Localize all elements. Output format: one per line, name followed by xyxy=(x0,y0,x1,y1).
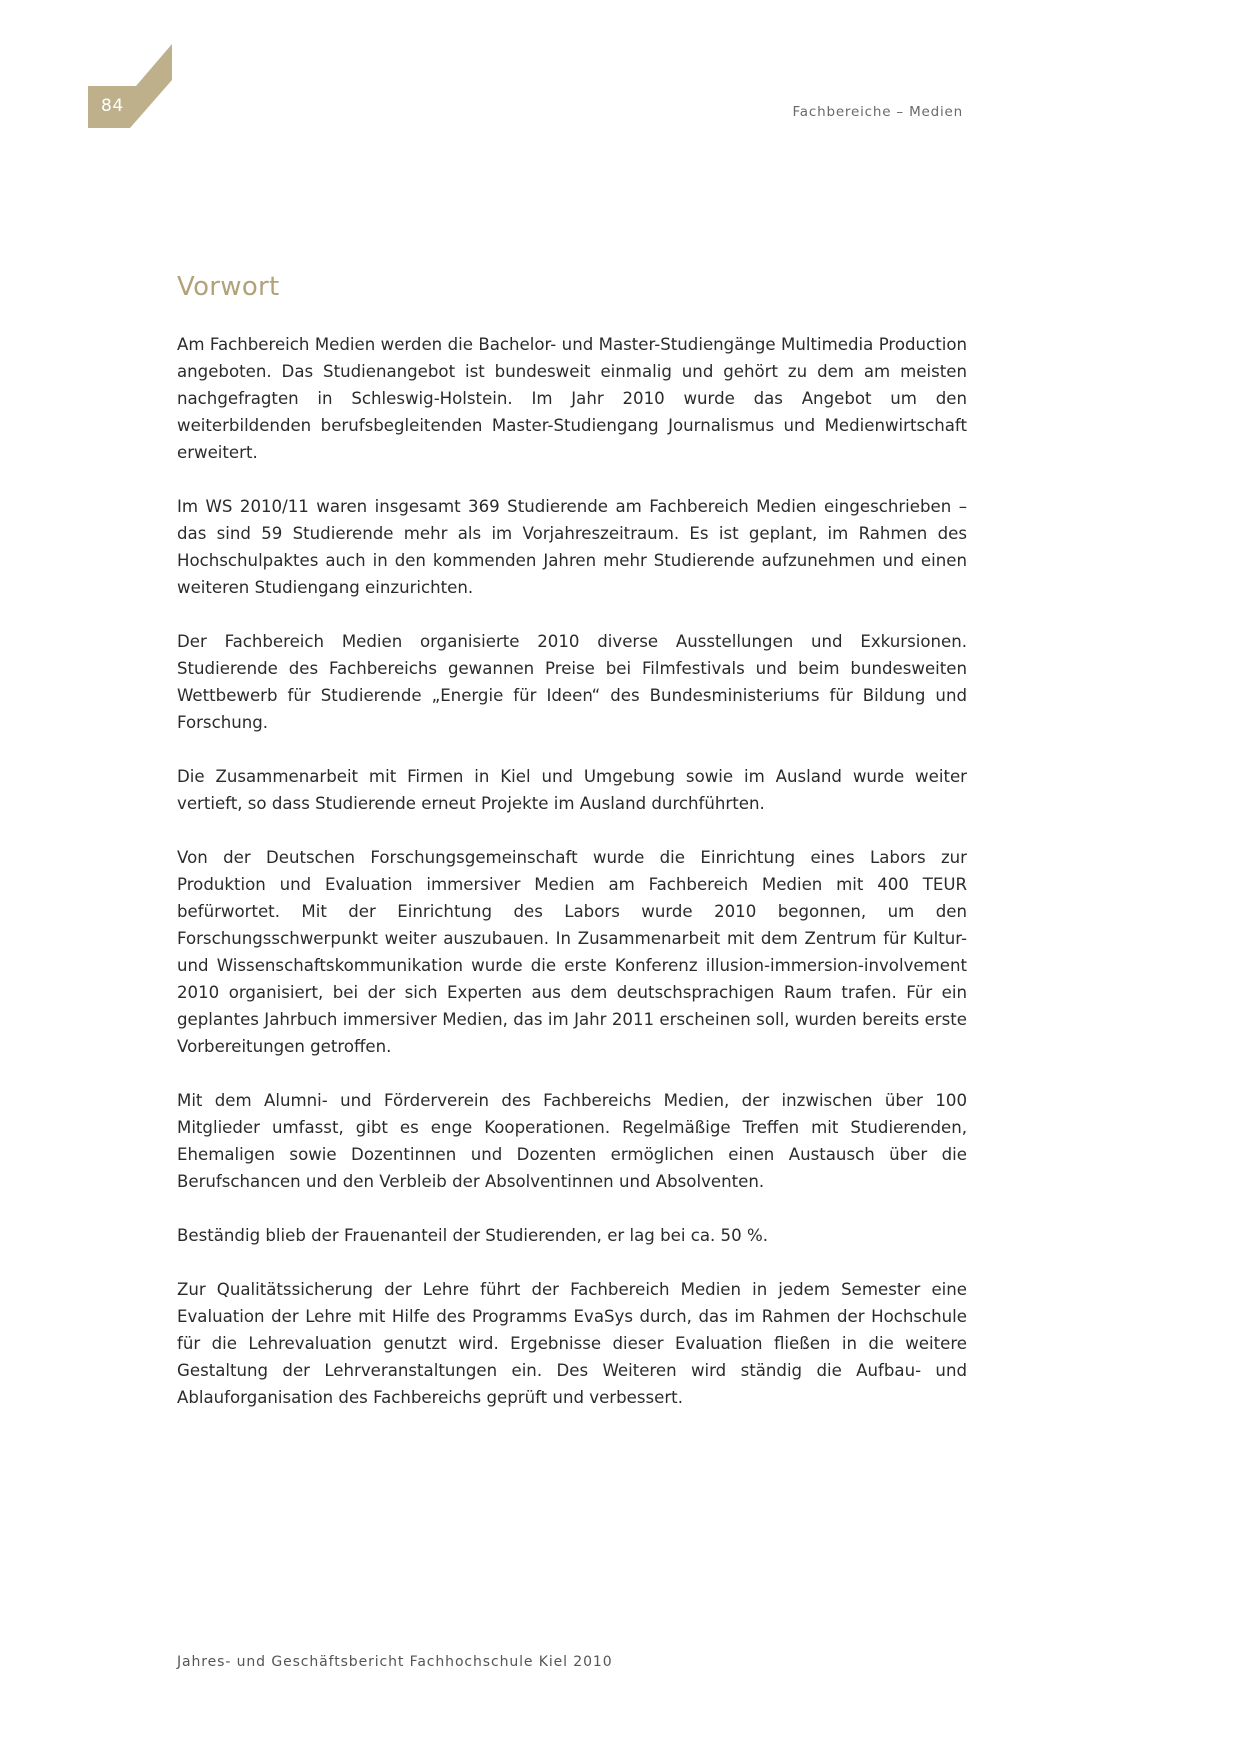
paragraph: Der Fachbereich Medien organisierte 2010 diverse Ausstellungen und Exkursionen. Studierende des Fachbereichs gewannen Preise bei Filmfestivals und beim bundesweiten Wettbewerb für Studierende „Energie für Ideen“ des Bundesministeriums für Bildung und Forschung. xyxy=(177,632,967,732)
paragraph: Am Fachbereich Medien werden die Bachelor- und Master-Studiengänge Multimedia Production angeboten. Das Studienangebot ist bundesweit einmalig und gehört zu dem am meisten nachgefragten in Schleswig-Holstein. Im Jahr 2010 wurde das Angebot um den weiterbildenden berufsbegleitenden Master-Studiengang Journalismus und Medienwirtschaft erweitert. xyxy=(177,335,967,462)
running-header: Fachbereiche – Medien xyxy=(792,104,963,120)
paragraph: Die Zusammenarbeit mit Firmen in Kiel und Umgebung sowie im Ausland wurde weiter vertieft, so dass Studierende erneut Projekte im Ausland durchführten. xyxy=(177,767,967,813)
footer-text: Jahres- und Geschäftsbericht Fachhochschule Kiel 2010 xyxy=(177,1654,613,1670)
page-number: 84 xyxy=(101,96,124,116)
paragraph: Beständig blieb der Frauenanteil der Studierenden, er lag bei ca. 50 %. xyxy=(177,1226,768,1245)
paragraph: Im WS 2010/11 waren insgesamt 369 Studierende am Fachbereich Medien eingeschrieben – das sind 59 Studierende mehr als im Vorjahreszeitraum. Es ist geplant, im Rahmen des Hochschulpaktes auch in den kommenden Jahren mehr Studierende aufzunehmen und einen weiteren Studiengang einzurichten. xyxy=(177,497,967,597)
body-text xyxy=(177,331,967,1438)
section-title: Vorwort xyxy=(177,272,280,302)
paragraph: Zur Qualitätssicherung der Lehre führt der Fachbereich Medien in jedem Semester eine Evaluation der Lehre mit Hilfe des Programms EvaSys durch, das im Rahmen der Hochschule für die Lehrevaluation genutzt wird. Ergebnisse dieser Evaluation fließen in die weitere Gestaltung der Lehrveranstaltungen ein. Des Weiteren wird ständig die Aufbau- und Ablauforganisation des Fachbereichs geprüft und verbessert. xyxy=(177,1280,967,1407)
paragraph: Von der Deutschen Forschungsgemeinschaft wurde die Einrichtung eines Labors zur Produktion und Evaluation immersiver Medien am Fachbereich Medien mit 400 TEUR befürwortet. Mit der Einrichtung des Labors wurde 2010 begonnen, um den Forschungsschwerpunkt weiter auszubauen. In Zusammenarbeit mit dem Zentrum für Kultur- und Wissenschaftskommunikation wurde die erste Konferenz illusion-immersion-involvement 2010 organisiert, bei der sich Experten aus dem deutschsprachigen Raum trafen. Für ein geplantes Jahrbuch immersiver Medien, das im Jahr 2011 erscheinen soll, wurden bereits erste Vorbereitungen getroffen. xyxy=(177,848,967,1056)
paragraph: Mit dem Alumni- und Förderverein des Fachbereichs Medien, der inzwischen über 100 Mitglieder umfasst, gibt es enge Kooperationen. Regelmäßige Treffen mit Studierenden, Ehemaligen sowie Dozentinnen und Dozenten ermöglichen einen Austausch über die Berufschancen und den Verbleib der Absolventinnen und Absolventen. xyxy=(177,1091,967,1191)
